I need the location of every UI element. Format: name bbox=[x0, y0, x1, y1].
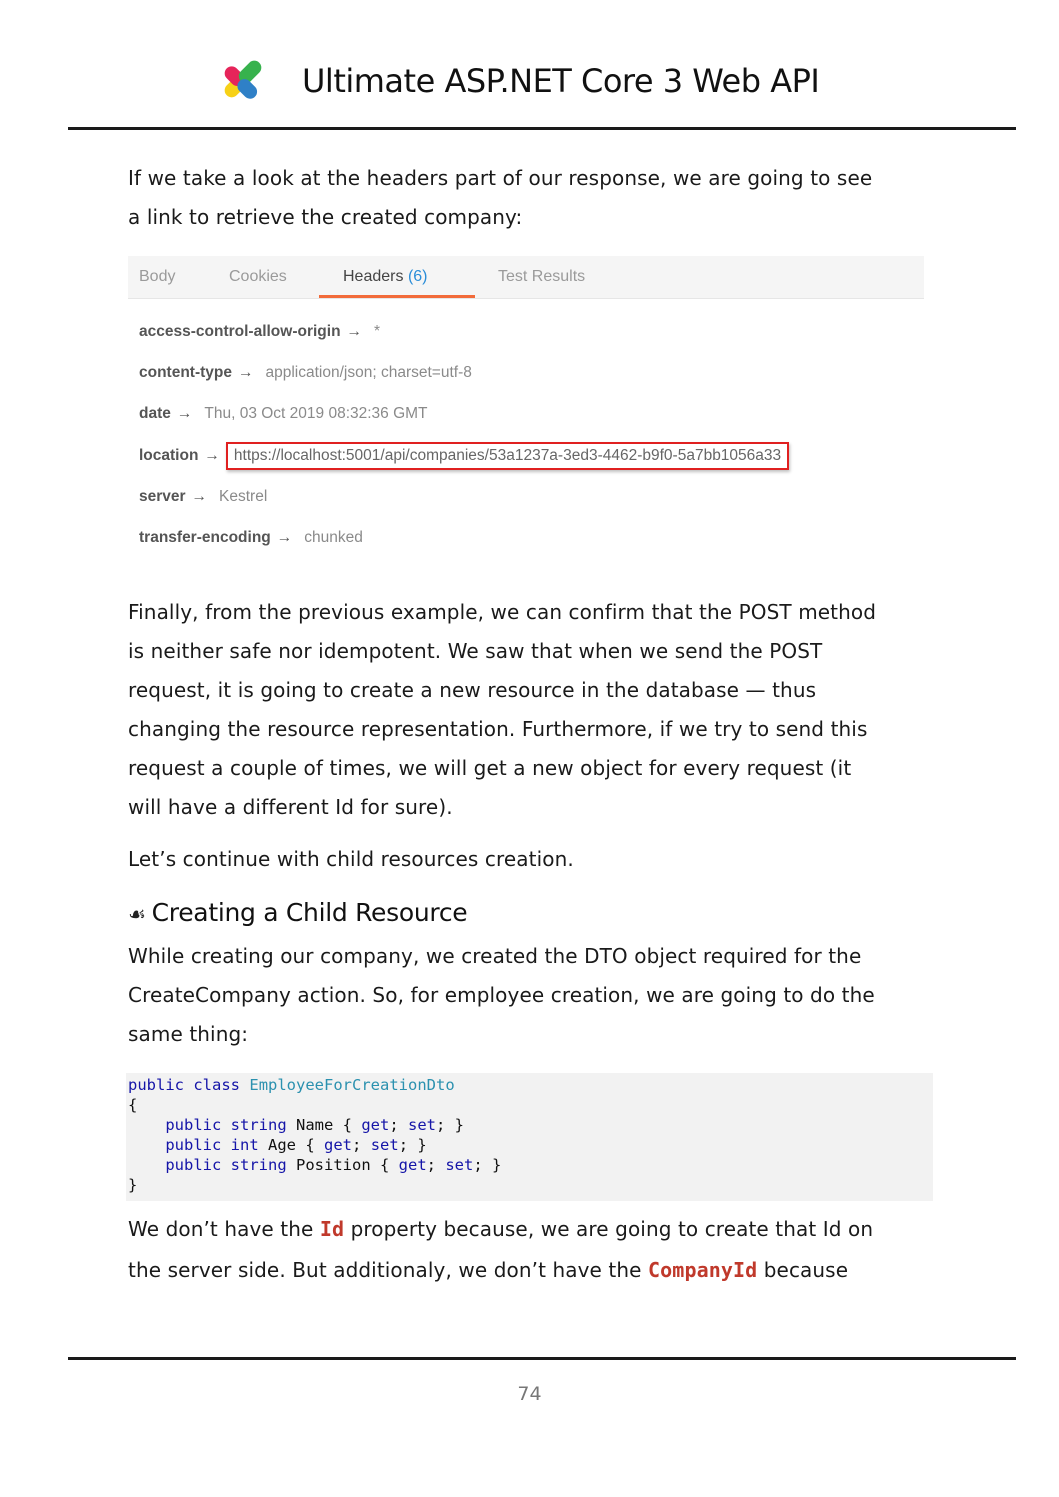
text-line: request, it is going to create a new resource in the database — thus bbox=[128, 678, 817, 702]
code-type: string bbox=[230, 1156, 287, 1174]
text-line: Finally, from the previous example, we can confirm that the POST method bbox=[128, 600, 877, 624]
code-keyword: public bbox=[165, 1116, 222, 1134]
text-line: CreateCompany action. So, for employee creation, we are going to do the bbox=[128, 983, 875, 1007]
text-line bbox=[128, 1251, 933, 1290]
fleuron-icon: ☙ bbox=[128, 902, 146, 926]
header-key: date bbox=[139, 405, 171, 422]
text-line: request a couple of times, we will get a new object for every request (it bbox=[128, 756, 852, 780]
header-value: Kestrel bbox=[219, 488, 268, 505]
inline-code: Id bbox=[319, 1217, 345, 1241]
header-key: transfer-encoding bbox=[139, 529, 271, 546]
tab-headers[interactable] bbox=[343, 268, 428, 286]
header-rule bbox=[68, 127, 1016, 130]
section-title: Creating a Child Resource bbox=[151, 898, 468, 927]
header-value: application/json; charset=utf-8 bbox=[265, 364, 472, 381]
section-heading bbox=[128, 898, 467, 927]
text-line: will have a different Id for sure). bbox=[128, 795, 453, 819]
code-keyword: get bbox=[324, 1136, 353, 1154]
arrow-icon: → bbox=[191, 488, 208, 505]
header-value: * bbox=[374, 323, 381, 340]
text-line: a link to retrieve the created company: bbox=[128, 205, 523, 229]
code-keyword: public bbox=[128, 1076, 184, 1094]
header-key: server bbox=[139, 488, 186, 505]
code-keyword: set bbox=[408, 1116, 437, 1134]
text-fragment: We don’t have the bbox=[128, 1217, 320, 1241]
code-type: int bbox=[230, 1136, 259, 1154]
header-row bbox=[139, 529, 363, 547]
code-keyword: get bbox=[398, 1156, 427, 1174]
response-tabbar bbox=[128, 256, 924, 299]
code-keyword: set bbox=[445, 1156, 474, 1174]
location-url-highlight[interactable]: https://localhost:5001/api/companies/53a1237a-3ed3-4462-b9f0-5a7bb1056a33 bbox=[226, 442, 789, 470]
code-block bbox=[126, 1073, 933, 1201]
text-line: same thing: bbox=[128, 1022, 249, 1046]
code-keyword: set bbox=[370, 1136, 399, 1154]
book-title: Ultimate ASP.NET Core 3 Web API bbox=[302, 62, 820, 100]
header-key: access-control-allow-origin bbox=[139, 323, 341, 340]
tab-cookies[interactable]: Cookies bbox=[229, 268, 287, 285]
arrow-icon: → bbox=[238, 364, 254, 381]
header-key: content-type bbox=[139, 364, 232, 381]
code-prop-name: Name bbox=[296, 1116, 334, 1134]
page-number: 74 bbox=[517, 1383, 542, 1405]
arrow-icon: → bbox=[204, 447, 220, 464]
code-keyword: get bbox=[361, 1116, 390, 1134]
text-line: changing the resource representation. Furthermore, if we try to send this bbox=[128, 717, 868, 741]
arrow-icon: → bbox=[276, 529, 293, 546]
book-logo bbox=[210, 46, 276, 112]
tab-headers-count: (6) bbox=[407, 268, 428, 285]
text-fragment: because bbox=[757, 1258, 849, 1282]
header-row bbox=[139, 323, 380, 341]
code-listing: public class EmployeeForCreationDto { public string Name { get; set; } public int Age { get; set; } public string Position { get; set; } } bbox=[128, 1076, 502, 1194]
footer-rule bbox=[68, 1357, 1016, 1360]
header-key: location bbox=[139, 447, 199, 464]
header-value: chunked bbox=[304, 529, 363, 546]
tab-test-results[interactable]: Test Results bbox=[498, 268, 586, 285]
text-fragment: the server side. But additionaly, we don’t have the bbox=[128, 1258, 649, 1282]
text-line bbox=[128, 1210, 933, 1249]
header-row-location bbox=[139, 442, 789, 470]
code-keyword: public bbox=[165, 1156, 222, 1174]
arrow-icon: → bbox=[176, 405, 193, 422]
active-tab-underline bbox=[319, 295, 475, 298]
code-brace: } bbox=[128, 1176, 138, 1194]
body-paragraph bbox=[128, 840, 933, 879]
intro-paragraph bbox=[128, 159, 933, 237]
code-prop-name: Position bbox=[296, 1156, 371, 1174]
header-value: Thu, 03 Oct 2019 08:32:36 GMT bbox=[204, 405, 428, 422]
code-keyword: class bbox=[193, 1076, 241, 1094]
text-fragment: property because, we are going to create that Id on bbox=[344, 1217, 874, 1241]
header-row bbox=[139, 405, 428, 423]
response-headers-screenshot bbox=[128, 256, 924, 566]
text-line: If we take a look at the headers part of our response, we are going to see bbox=[128, 166, 873, 190]
text-line: While creating our company, we created the DTO object required for the bbox=[128, 944, 862, 968]
inline-code: CompanyId bbox=[648, 1258, 758, 1282]
arrow-icon: → bbox=[346, 323, 363, 340]
text-line: is neither safe nor idempotent. We saw that when we send the POST bbox=[128, 639, 823, 663]
header-row bbox=[139, 488, 267, 506]
header-row bbox=[139, 364, 472, 382]
body-paragraph bbox=[128, 593, 933, 827]
code-class-name: EmployeeForCreationDto bbox=[249, 1076, 455, 1094]
tab-headers-label: Headers bbox=[343, 268, 404, 285]
text-line: Let’s continue with child resources creation. bbox=[128, 847, 574, 871]
code-prop-name: Age bbox=[268, 1136, 297, 1154]
tab-body[interactable]: Body bbox=[139, 268, 176, 285]
code-type: string bbox=[230, 1116, 287, 1134]
code-brace: { bbox=[128, 1096, 138, 1114]
code-keyword: public bbox=[165, 1136, 222, 1154]
body-paragraph bbox=[128, 1210, 933, 1290]
body-paragraph bbox=[128, 937, 933, 1054]
